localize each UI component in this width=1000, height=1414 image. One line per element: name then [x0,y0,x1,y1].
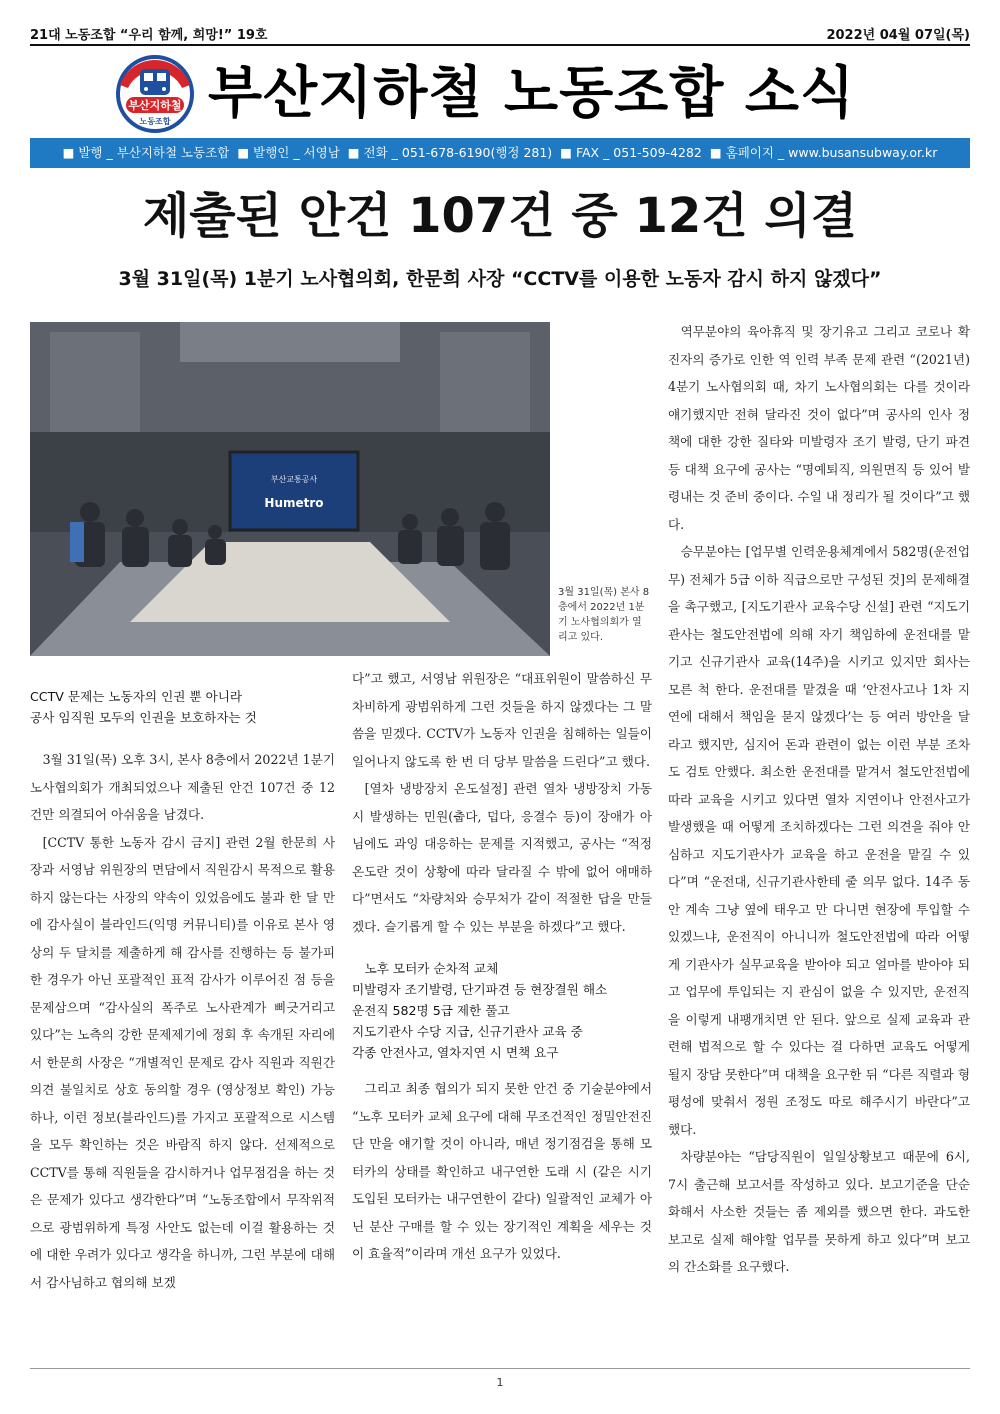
section-heading-line: 운전직 582명 5급 제한 풀고 [352,1003,510,1018]
paragraph: [열차 냉방장치 온도설정] 관련 열차 냉방장치 가동시 발생하는 민원(춥다, 덥다, 응결수 등)이 장애가 아님에도 과잉 대응하는 문제를 지적했고, 공사는 “적정온도란 것이 상황에 따라 달라질 수 밖에 없어 애매하다”면서도 “차량처와 승무처가 같이 적절한 답을 만들겠다. 슬기롭게 할 수 있는 부분을 하겠다”고 했다. [352,781,652,934]
section-heading-line: 노후 모터카 순차적 교체 [364,961,499,976]
paragraph: 3월 31일(목) 오후 3시, 본사 8층에서 2022년 1분기 노사협의회가 개최되었으나 제출된 안건 107건 중 12건만 의결되어 아쉬움을 남겼다. [30,752,335,822]
section-heading-line: 미발령자 조기발령, 단기파견 등 현장결원 해소 [352,982,608,997]
section-heading-demands [352,958,652,1063]
publication-info-bar [30,138,970,168]
info-fax: ■ FAX _ 051-509-4282 [560,145,702,160]
article-headline: 제출된 안건 107건 중 12건 의결 [142,188,858,244]
presentation-screen [230,452,358,530]
photo-caption: 3월 31일(목) 본사 8층에서 2022년 1분기 노사협의회가 열리고 있다. [558,587,650,643]
paragraph: 그리고 최종 협의가 되지 못한 안건 중 기술분야에서 “노후 모터카 교체 요구에 대해 무조건적인 정밀안전진단 만을 얘기할 것이 아니라, 매년 정기점검을 통해 모터카의 상태를 확인하고 내구연한 도래 시 (같은 시기 도입된 모터카는 내구연한이 같다) 일괄적인 교체가 아닌 분산 구매를 할 수 있는 장기적인 계획을 세우는 것이 효율적”이라며 개선 요구가 있었다. [352,1081,652,1261]
article-column-2 [352,665,652,1268]
section-heading-cctv-line2: 공사 임직원 모두의 인권을 보호하자는 것 [30,710,257,725]
info-publisher: ■ 발행 _ 부산지하철 노동조합 [62,145,230,160]
screen-text-org: 부산교통공사 [270,475,318,484]
footer-divider [30,1368,970,1369]
paragraph: 역무분야의 육아휴직 및 장기유고 그리고 코로나 확진자의 증가로 인한 역 인력 부족 문제 관련 “(2021년) 4분기 노사협의회 때, 차기 노사협의회는 다를 것이라 얘기했지만 전혀 달라진 것이 없다”며 공사의 인사 정책에 대한 강한 질타와 미발령자 조기 발령, 단기 파견 등 대책 요구에 공사는 “명예퇴직, 의원면직 등 있어 발령내는 것 준비 중이다. 수일 내 정리가 될 것이다”고 했다. [668,324,970,532]
info-homepage-link[interactable]: ■ 홈페이지 _ www.busansubway.or.kr [709,145,938,160]
article-column-1 [30,686,335,1296]
info-phone: ■ 전화 _ 051-678-6190(행정 281) [347,145,553,160]
page-number: 1 [496,1376,504,1389]
paragraph: 다”고 했고, 서영남 위원장은 “대표위원이 말씀하신 무차비하게 광범위하게 그런 것들을 하지 않겠다는 그 말씀을 믿겠다. CCTV가 노동자 인권을 침해하는 일들이 일어나지 않도록 한 번 더 당부 말씀을 드린다”고 했다. [352,671,652,769]
issue-label: 21대 노동조합 “우리 함께, 희망!” 19호 [30,28,268,43]
union-logo-icon [112,55,198,133]
paragraph: 승무분야는 [업무별 인력운용체계에서 582명(운전업무) 전체가 5급 이하 직급으로만 구성된 것]의 문제해결을 촉구했고, [지도기관사 교육수당 신설] 관련 “지도기관사는 철도안전법에 의해 자기 책임하에 운전대를 맡기고 신규기관사 교육(14주)을 시키고 있지만 회사는 모른 척 한다. 운전대를 맡겼을 때 ‘안전사고나 1차 지연에 대해서 책임을 묻지 않겠다’는 등 여러 방안을 달라고 했지만, 심지어 돈과 관련이 없는 이런 부분 조차도 검토 안했다. 최소한 운전대를 맡겨서 철도안전법에 따라 교육을 시키고 있다면 열차 지연이나 안전사고가 발생했을 때 어떻게 조치하겠다는 그런 의견을 줘야 안심하고 지도기관사가 교육을 하고 운전을 맡길 수 있다”며 “운전대, 신규기관사한테 줄 의무 없다. 14주 동안 계속 그냥 옆에 태우고 만 다니면 현장에 투입할 수 있겠느냐, 운전직이 아니니까 철도안전법에 따라 어떻게 기관사가 실무교육을 받아야 되고 얼마를 받아야 되고 업무에 투입되는 지 관심이 없을 수 있지만, 운전직을 이렇게 내팽개치면 안 된다. 앞으로 실제 교육과 관련해 법적으로 할 수 있다는 걸 다하면 교육도 어떻게 될지 장담 못한다”며 대책을 요구한 뒤 “다른 직렬과 형평성에 맞춰서 정원 조정도 따로 해주시기 바란다”고 했다. [668,544,970,1137]
section-heading-line: 각종 안전사고, 열차지연 시 면책 요구 [352,1045,559,1060]
article-column-3 [668,318,970,1281]
issue-date: 2022년 04월 07일(목) [826,28,970,43]
meeting-photo [30,322,550,656]
article-subheadline: 3월 31일(목) 1분기 노사협의회, 한문희 사장 “CCTV를 이용한 노동자 감시 하지 않겠다” [118,268,882,290]
section-heading-cctv-line1: CCTV 문제는 노동자의 인권 뿐 아니라 [30,689,243,704]
section-heading-line: 지도기관사 수당 지급, 신규기관사 교육 중 [352,1024,583,1039]
logo-text-line1: 부산지하철 [128,99,182,112]
info-editor: ■ 발행인 _ 서영남 [237,145,340,160]
screen-text-brand: Humetro [264,496,324,510]
meeting-room-illustration [30,322,550,656]
section-heading-cctv [30,686,335,728]
issue-header [30,24,970,44]
masthead-divider [30,44,970,46]
paragraph: [CCTV 통한 노동자 감시 금지] 관련 2월 한문희 사장과 서영남 위원장의 면담에서 직원감시 목적으로 활용하지 않는다는 사장의 약속이 있었음에도 불과 한 달 만에 감사실이 블라인드(익명 커뮤니티)를 이유로 본사 영상의 두 달치를 제출하게 해 감사를 진행하는 등 불가피한 경우가 아닌 포괄적인 표적 감사가 이루어진 점 등을 문제삼으며 “감사실의 폭주로 노사관계가 삐긋거리고 있다”는 노측의 강한 문제제기에 정회 후 속개된 자리에서 한문희 사장은 “개별적인 문제로 감사 직원과 직원간 의견 불일치로 상호 동의할 경우 (영상정보 확인) 가능하나, 이런 정보(블라인드)를 가지고 포괄적으로 시스템을 모두 확인하는 것은 바람직 하지 않다. 선제적으로 CCTV를 통해 직원들을 감시하거나 업무점검을 하는 것은 문제가 있다고 생각한다”며 “노동조합에서 무작위적으로 광범위하게 특정 사안도 없는데 이걸 활용하는 것에 대한 우려가 있다고 생각을 하니까, 그런 부분에 대해서 감사님하고 협의해 보겠 [30,834,335,1290]
paragraph: 차량분야는 “담당직원이 일일상황보고 때문에 6시, 7시 출근해 보고서를 작성하고 있다. 보고기준을 단순화해서 사소한 것들는 좀 제외를 했으면 한다. 과도한 보고로 실제 해야할 업무를 못하게 하고 있다”며 보고의 간소화를 요구했다. [668,1149,970,1274]
paper-title: 부산지하철 노동조합 소식 [208,61,856,126]
logo-text-line2: 노동조합 [139,117,171,126]
